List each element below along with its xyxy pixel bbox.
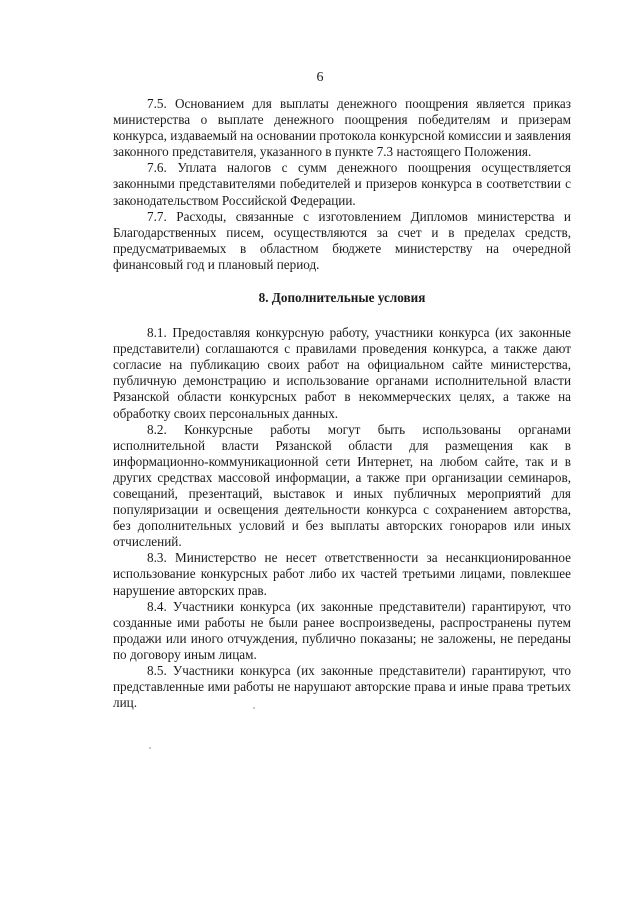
scan-artifact [253, 707, 255, 709]
paragraph-8-5: 8.5. Участники конкурса (их законные представители) гарантируют, что представленные ими работы не нарушают авторские права и иные права третьих лиц. [113, 663, 571, 711]
scan-artifact [149, 747, 151, 749]
document-body [113, 96, 571, 711]
paragraph-8-1: 8.1. Предоставляя конкурсную работу, участники конкурса (их законные представители) соглашаются с правилами проведения конкурса, а также дают согласие на публикацию своих работ на официальном сайте министерства, публичную демонстрацию и использование органами исполнительной власти Рязанской области конкурсных работ в некоммерческих целях, а также на обработку своих персональных данных. [113, 325, 571, 421]
page-number: 6 [316, 70, 324, 85]
paragraph-7-7: 7.7. Расходы, связанные с изготовлением Дипломов министерства и Благодарственных писем, осуществляются за счет и в пределах средств, предусматриваемых в областном бюджете министерству на очередной финансовый год и плановый период. [113, 208, 571, 272]
paragraph-7-6: 7.6. Уплата налогов с сумм денежного поощрения осуществляется законными представителями победителей и призеров конкурса в соответствии с законодательством Российской Федерации. [113, 160, 571, 208]
paragraph-8-4: 8.4. Участники конкурса (их законные представители) гарантируют, что созданные ими работы не были ранее воспроизведены, распространены путем продажи или иного отчуждения, публично показаны; не заложены, не переданы по договору иным лицам. [113, 598, 571, 662]
paragraph-8-2: 8.2. Конкурсные работы могут быть использованы органами исполнительной власти Рязанской области для размещения как в информационно-коммуникационной сети Интернет, на любом сайте, так и в других средствах массовой информации, а также при организации семинаров, совещаний, презентаций, выставок и иных публичных мероприятий для популяризации и освещения деятельности конкурса с сохранением авторства, без дополнительных условий и без выплаты авторских гонораров или иных отчислений. [113, 421, 571, 550]
section-heading: 8. Дополнительные условия [258, 290, 426, 306]
paragraph-7-5: 7.5. Основанием для выплаты денежного поощрения является приказ министерства о выплате денежного поощрения победителям и призерам конкурса, издаваемый на основании протокола конкурсной комиссии и заявления законного представителя, указанного в пункте 7.3 настоящего Положения. [113, 96, 571, 160]
paragraph-8-3: 8.3. Министерство не несет ответственности за несанкционированное использование конкурсных работ либо их частей третьими лицами, повлекшее нарушение авторских прав. [113, 550, 571, 598]
